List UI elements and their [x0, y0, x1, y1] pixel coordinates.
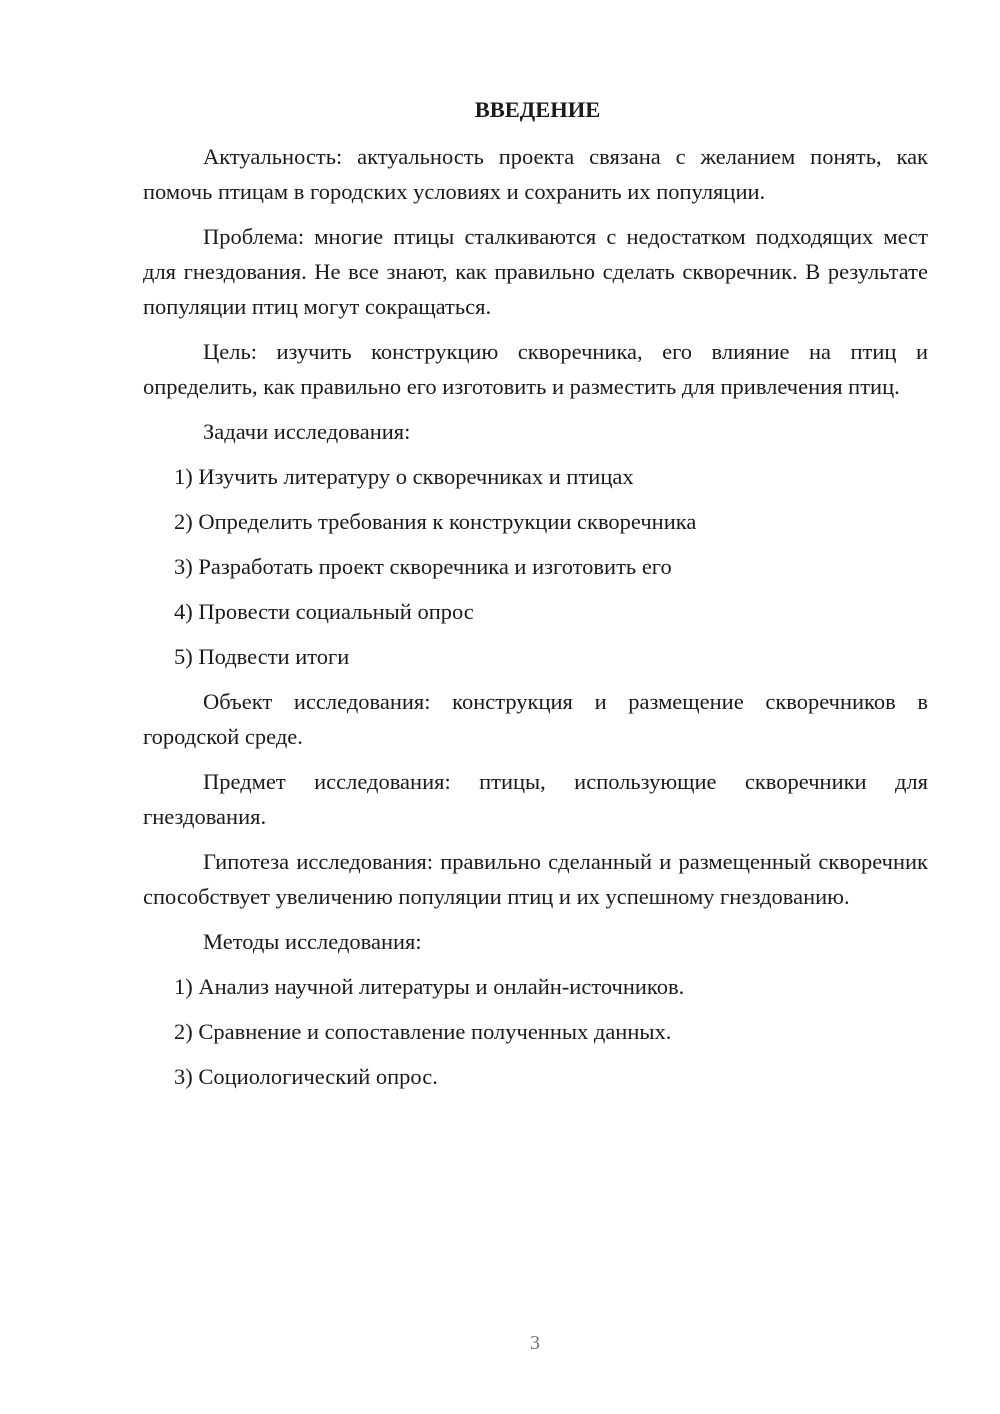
methods-list: [143, 969, 928, 1094]
document-page: [143, 92, 928, 1104]
methods-heading: Методы исследования:: [203, 929, 422, 954]
list-item: 5) Подвести итоги: [174, 644, 350, 669]
list-item: 1) Анализ научной литературы и онлайн-источников.: [174, 974, 685, 999]
list-item: 3) Социологический опрос.: [174, 1064, 438, 1089]
subject-paragraph: Предмет исследования: птицы, использующие скворечники для гнездования.: [143, 769, 928, 829]
hypothesis-paragraph: Гипотеза исследования: правильно сделанный и размещенный скворечник способствует увеличению популяции птиц и их успешному гнездованию.: [143, 849, 928, 909]
goal-paragraph: Цель: изучить конструкцию скворечника, его влияние на птиц и определить, как правильно его изготовить и разместить для привлечения птиц.: [143, 339, 928, 399]
tasks-heading: Задачи исследования:: [203, 419, 411, 444]
list-item: 1) Изучить литературу о скворечниках и птицах: [174, 464, 634, 489]
problem-paragraph: Проблема: многие птицы сталкиваются с недостатком подходящих мест для гнездования. Не все знают, как правильно сделать скворечник. В результате популяции птиц могут сокращаться.: [143, 224, 928, 319]
list-item: 2) Определить требования к конструкции скворечника: [174, 509, 697, 534]
list-item: 4) Провести социальный опрос: [174, 599, 474, 624]
relevance-paragraph: Актуальность: актуальность проекта связана с желанием понять, как помочь птицам в городских условиях и сохранить их популяции.: [143, 144, 928, 204]
page-title: ВВЕДЕНИЕ: [474, 97, 601, 122]
list-item: 2) Сравнение и сопоставление полученных данных.: [174, 1019, 672, 1044]
object-paragraph: Объект исследования: конструкция и размещение скворечников в городской среде.: [143, 689, 928, 749]
tasks-list: [143, 459, 928, 674]
list-item: 3) Разработать проект скворечника и изготовить его: [174, 554, 672, 579]
page-number: 3: [530, 1332, 540, 1354]
